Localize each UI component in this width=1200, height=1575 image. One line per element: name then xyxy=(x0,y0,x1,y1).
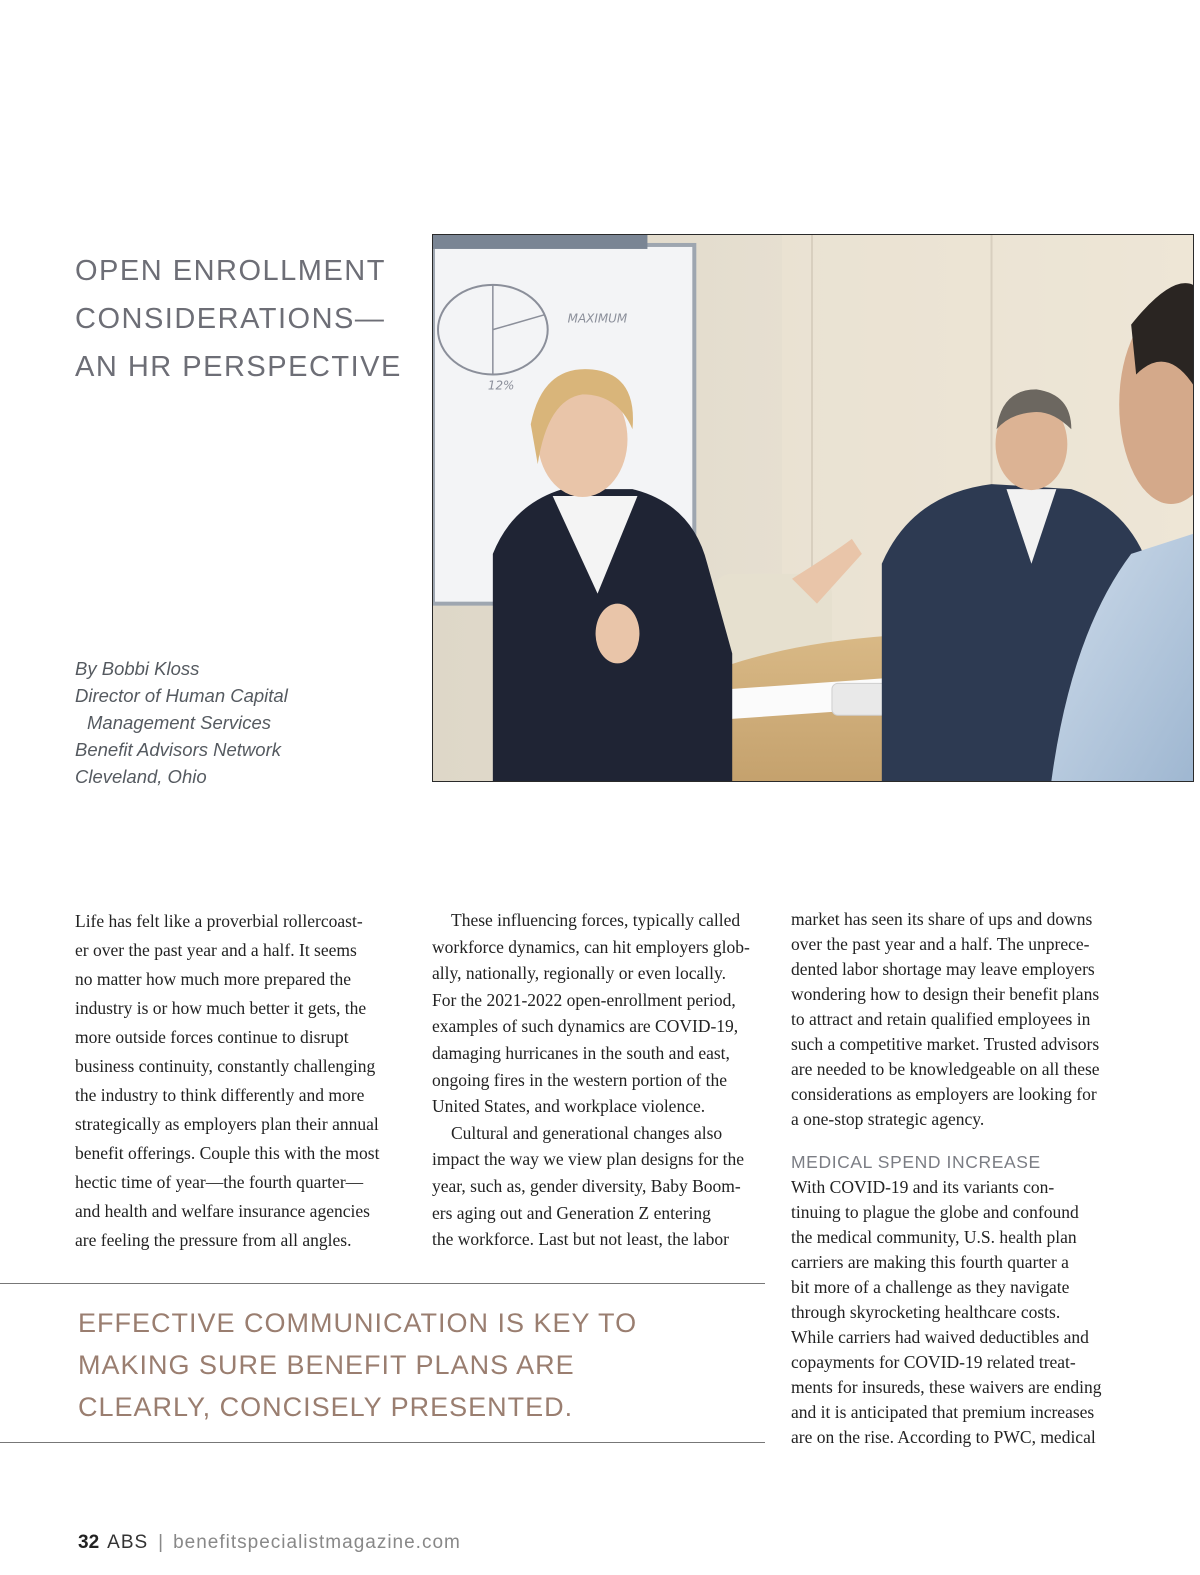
column-3 xyxy=(791,907,1131,1450)
text-line: market has seen its share of ups and downs xyxy=(791,909,1093,929)
text-line: over the past year and a half. The unprece- xyxy=(791,934,1090,954)
whiteboard-word: 12% xyxy=(487,378,515,393)
paragraph xyxy=(791,907,1131,1132)
text-line: no matter how much more prepared the xyxy=(75,969,352,989)
text-line: carriers are making this fourth quarter a xyxy=(791,1252,1069,1272)
text-line: examples of such dynamics are COVID-19, xyxy=(432,1016,739,1037)
text-line: ally, nationally, regionally or even locally. xyxy=(432,963,726,984)
pullquote-top-rule xyxy=(0,1283,765,1284)
pullquote-bottom-rule xyxy=(0,1442,765,1443)
text-line: ers aging out and Generation Z entering xyxy=(432,1202,711,1223)
paragraph xyxy=(75,907,410,1255)
text-line: Life has felt like a proverbial rollercoast- xyxy=(75,911,363,931)
text-line: Cultural and generational changes also xyxy=(451,1122,723,1143)
article-title xyxy=(75,247,420,391)
paragraph xyxy=(432,907,767,1120)
text-line: United States, and workplace violence. xyxy=(432,1096,706,1117)
byline-location: Cleveland, Ohio xyxy=(75,766,207,787)
text-line: more outside forces continue to disrupt xyxy=(75,1027,349,1047)
text-line: For the 2021-2022 open-enrollment period, xyxy=(432,989,736,1010)
text-line: to attract and retain qualified employees in xyxy=(791,1009,1091,1029)
text-line: the medical community, U.S. health plan xyxy=(791,1227,1077,1247)
text-line: benefit offerings. Couple this with the most xyxy=(75,1143,380,1163)
text-line: While carriers had waived deductibles and xyxy=(791,1327,1089,1347)
byline-company: Benefit Advisors Network xyxy=(75,739,281,760)
text-line: are needed to be knowledgeable on all these xyxy=(791,1059,1100,1079)
paragraph xyxy=(791,1175,1131,1450)
text-line: industry is or how much better it gets, the xyxy=(75,998,367,1018)
text-line: These influencing forces, typically called xyxy=(451,910,741,930)
text-line: such a competitive market. Trusted advisors xyxy=(791,1034,1100,1054)
text-line: bit more of a challenge as they navigate xyxy=(791,1277,1070,1297)
website-url: benefitspecialistmagazine.com xyxy=(173,1532,461,1553)
text-line: damaging hurricanes in the south and east, xyxy=(432,1042,730,1063)
paragraph xyxy=(432,1120,767,1253)
pullquote-line: EFFECTIVE COMMUNICATION IS KEY TO xyxy=(78,1308,638,1338)
text-line: ments for insureds, these waivers are ending xyxy=(791,1377,1102,1397)
pull-quote xyxy=(78,1302,758,1428)
text-line: the industry to think differently and more xyxy=(75,1085,365,1105)
title-line: CONSIDERATIONS— xyxy=(75,303,386,336)
text-line: are feeling the pressure from all angles. xyxy=(75,1230,352,1250)
byline-role-cont: Management Services xyxy=(87,712,272,733)
text-line: and it is anticipated that premium increases xyxy=(791,1402,1095,1422)
text-line: hectic time of year—the fourth quarter— xyxy=(75,1172,364,1192)
section-subhead: MEDICAL SPEND INCREASE xyxy=(791,1152,1041,1172)
byline-author: By Bobbi Kloss xyxy=(75,658,200,679)
title-line: OPEN ENROLLMENT xyxy=(75,255,386,288)
text-line: business continuity, constantly challenging xyxy=(75,1056,376,1076)
whiteboard-word: MAXIMUM xyxy=(567,311,628,326)
footer-separator: | xyxy=(158,1532,164,1553)
pullquote-line: MAKING SURE BENEFIT PLANS ARE xyxy=(78,1350,575,1380)
text-line: year, such as, gender diversity, Baby Boom- xyxy=(432,1175,741,1196)
text-line: considerations as employers are looking for xyxy=(791,1084,1097,1104)
text-line: tinuing to plague the globe and confound xyxy=(791,1202,1079,1222)
text-line: the workforce. Last but not least, the labor xyxy=(432,1229,729,1250)
text-line: copayments for COVID-19 related treat- xyxy=(791,1352,1076,1372)
title-line: AN HR PERSPECTIVE xyxy=(75,351,402,384)
column-1 xyxy=(75,907,410,1255)
text-line: and health and welfare insurance agencies xyxy=(75,1201,370,1221)
text-line: workforce dynamics, can hit employers glob- xyxy=(432,936,750,957)
byline-role: Director of Human Capital xyxy=(75,685,288,706)
text-line: With COVID-19 and its variants con- xyxy=(791,1177,1055,1197)
text-line: strategically as employers plan their annual xyxy=(75,1114,379,1134)
text-line: ongoing fires in the western portion of the xyxy=(432,1069,728,1090)
text-line: through skyrocketing healthcare costs. xyxy=(791,1302,1061,1322)
pullquote-line: CLEARLY, CONCISELY PRESENTED. xyxy=(78,1392,574,1422)
text-line: dented labor shortage may leave employers xyxy=(791,959,1095,979)
page-number: 32 xyxy=(78,1532,100,1553)
meeting-photo xyxy=(432,234,1194,782)
meeting-photo-illustration xyxy=(433,235,1193,781)
text-line: are on the rise. According to PWC, medical xyxy=(791,1427,1096,1447)
author-byline xyxy=(75,655,415,790)
text-line: impact the way we view plan designs for the xyxy=(432,1149,744,1170)
column-2 xyxy=(432,907,767,1253)
text-line: a one-stop strategic agency. xyxy=(791,1109,985,1129)
text-line: wondering how to design their benefit plans xyxy=(791,984,1100,1004)
page-footer xyxy=(78,1532,461,1554)
text-line: er over the past year and a half. It seems xyxy=(75,940,357,960)
magazine-brand: ABS xyxy=(107,1532,149,1553)
